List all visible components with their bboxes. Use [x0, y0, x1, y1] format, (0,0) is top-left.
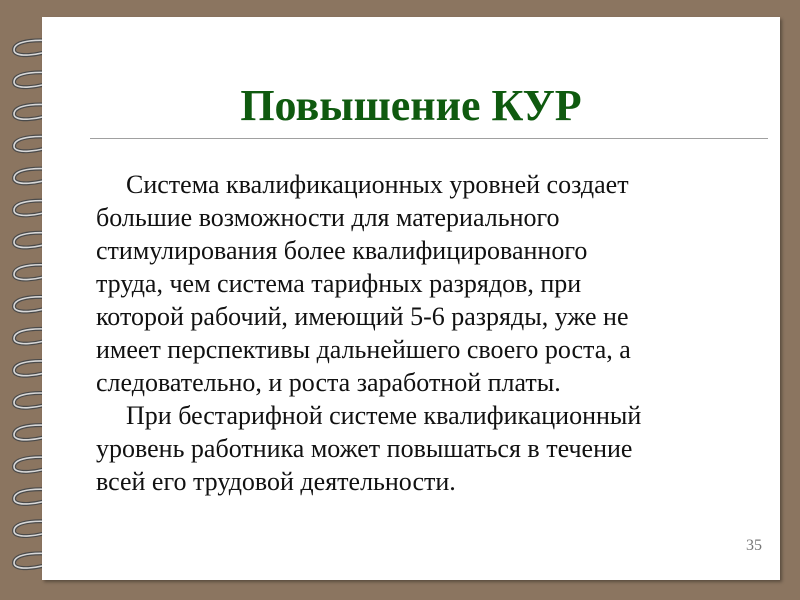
paragraph-1-line: Система квалификационных уровней создает: [126, 170, 629, 199]
slide-title: Повышение КУР: [240, 81, 582, 130]
paragraph-2: [96, 399, 776, 498]
paragraph-2-line: уровень работника может повышаться в течение: [96, 434, 633, 463]
slide-page: [42, 17, 780, 580]
paragraph-1-line: большие возможности для материального: [96, 203, 560, 232]
paragraph-1-line: труда, чем система тарифных разрядов, при: [96, 269, 582, 298]
paragraph-2-line: всей его трудовой деятельности.: [96, 467, 456, 496]
paragraph-1-line: следовательно, и роста заработной платы.: [96, 368, 561, 397]
slide-body: [96, 168, 776, 498]
slide-number: 35: [746, 537, 762, 554]
paragraph-1-line: которой рабочий, имеющий 5-6 разряды, уже не: [96, 302, 629, 331]
title-divider: [90, 138, 768, 139]
paragraph-2-line: При бестарифной системе квалификационный: [126, 401, 642, 430]
paragraph-1-line: стимулирования более квалифицированного: [96, 236, 588, 265]
paragraph-1: [96, 168, 776, 399]
paragraph-1-line: имеет перспективы дальнейшего своего роста, а: [96, 335, 631, 364]
